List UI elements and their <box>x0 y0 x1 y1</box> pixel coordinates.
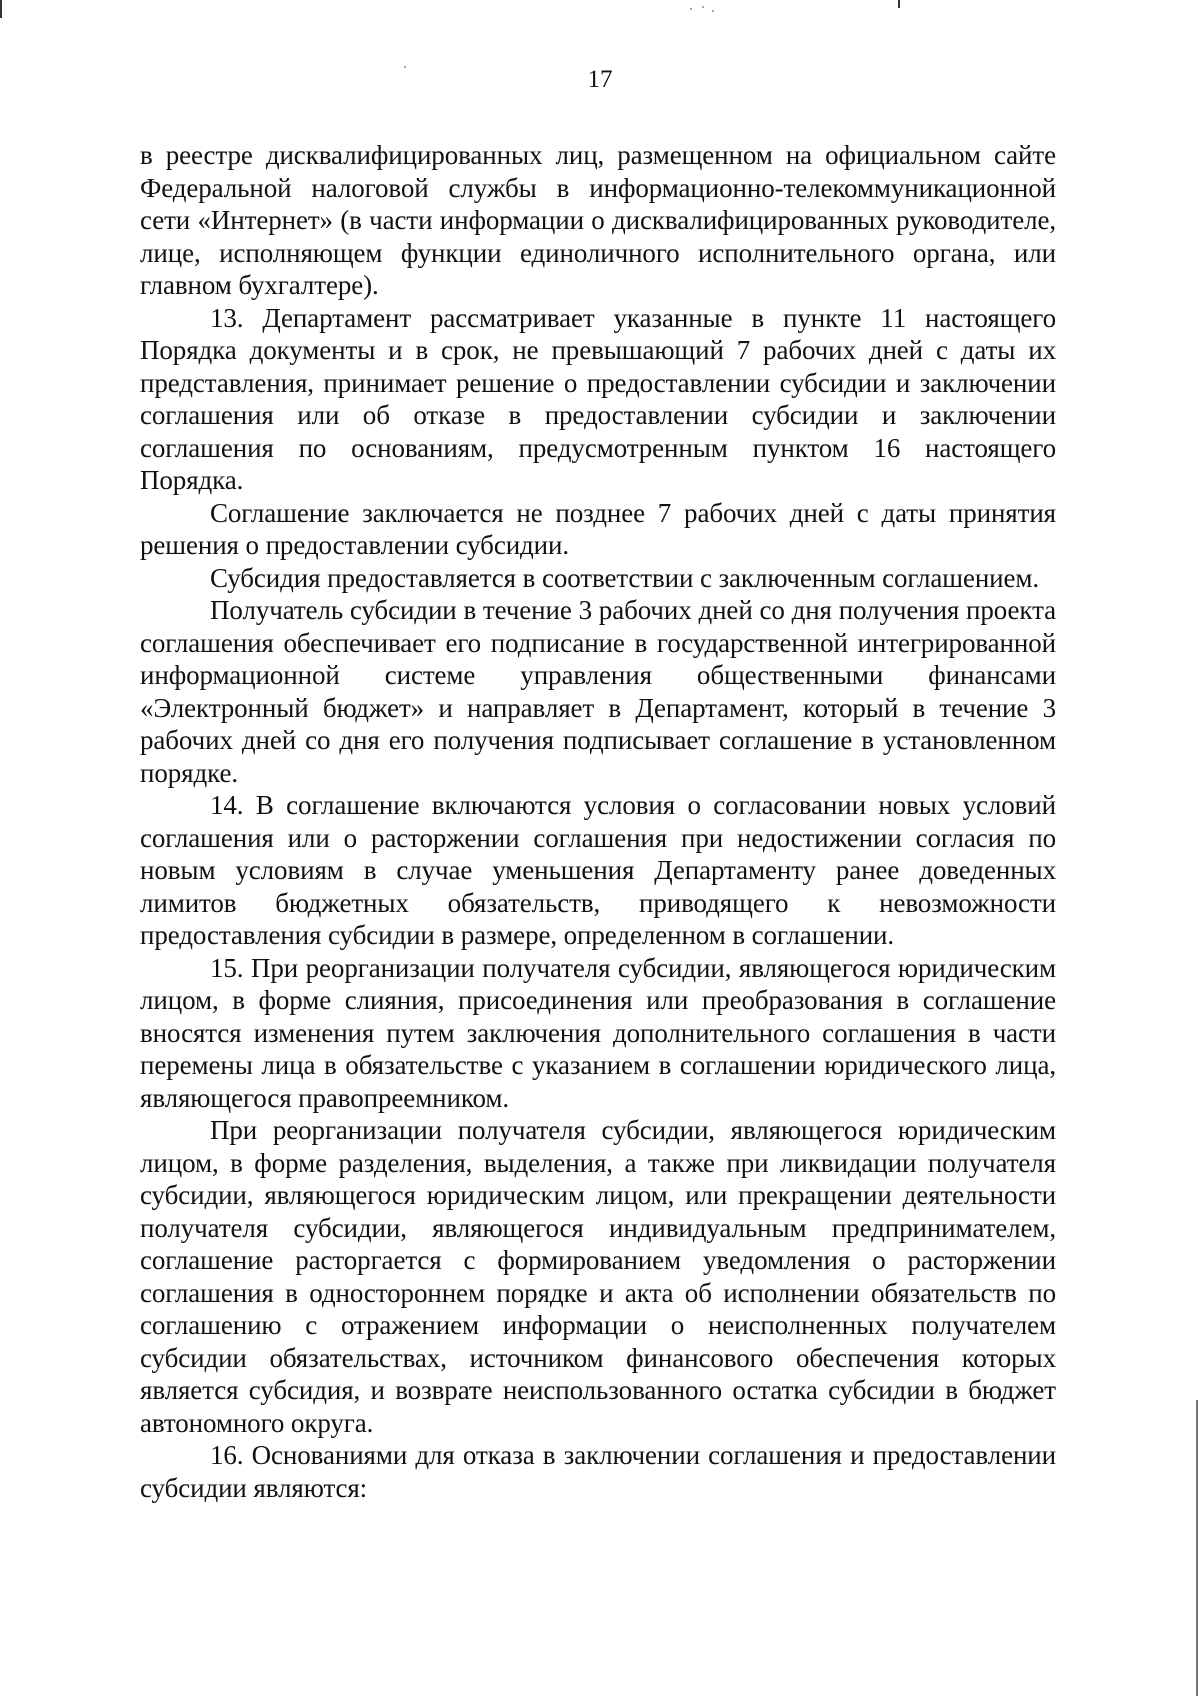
scan-speckle <box>404 66 406 68</box>
scan-artifact-top-right <box>898 0 900 8</box>
scan-artifact-left-top <box>0 0 2 18</box>
page-number: 17 <box>587 66 613 93</box>
paragraph-reorganization: При реорганизации получателя субсидии, являющегося юридическим лицом, в форме разделения, выделения, а также при ликвидации получателя субсидии, являющегося юридическим лицом, или прекращении деятельности получателя субсидии, являющегося индивидуальным предпринимателем, соглашение расторгается с формированием уведомления о расторжении соглашения в одностороннем порядке и акта об исполнении обязательств по соглашению с отражением информации о неисполненных получателем субсидии обязательствах, источником финансового обеспечения которых является субсидия, и возврате неиспользованного остатка субсидии в бюджет автономного округа. <box>140 1115 1056 1438</box>
scan-speckle <box>702 6 704 8</box>
scan-speckle <box>712 10 714 12</box>
paragraph-agreement-term: Соглашение заключается не позднее 7 рабочих дней с даты принятия решения о предоставлении субсидии. <box>140 497 1056 560</box>
paragraph-item-15: 15. При реорганизации получателя субсидии, являющегося юридическим лицом, в форме слияния, присоединения или преобразования в соглашение вносятся изменения путем заключения дополнительного соглашения в части перемены лица в обязательстве с указанием в соглашении юридического лица, являющегося правопреемником. <box>140 952 1056 1113</box>
paragraph-item-16: 16. Основаниями для отказа в заключении соглашения и предоставлении субсидии являются: <box>140 1440 1056 1503</box>
paragraph-item-13: 13. Департамент рассматривает указанные в пункте 11 настоящего Порядка документы и в срок, не превышающий 7 рабочих дней с даты их представления, принимает решение о предоставлении субсидии и заключении соглашения или об отказе в предоставлении субсидии и заключении соглашения по основаниям, предусмотренным пунктом 16 настоящего Порядка. <box>140 302 1056 495</box>
paragraph-continuation: в реестре дисквалифицированных лиц, размещенном на официальном сайте Федеральной налоговой службы в информационно-телекоммуникационной сети «Интернет» (в части информации о дисквалифицированных руководителе, лице, исполняющем функции единоличного исполнительного органа, или главном бухгалтере). <box>140 140 1056 300</box>
paragraph-item-14: 14. В соглашение включаются условия о согласовании новых условий соглашения или о расторжении соглашения при недостижении согласия по новым условиям в случае уменьшения Департаменту ранее доведенных лимитов бюджетных обязательств, приводящего к невозможности предоставления субсидии в размере, определенном в соглашении. <box>140 790 1056 950</box>
paragraph-recipient-signing: Получатель субсидии в течение 3 рабочих дней со дня получения проекта соглашения обеспечивает его подписание в государственной интегрированной информационной системе управления общественными финансами «Электронный бюджет» и направляет в Департамент, который в течение 3 рабочих дней со дня его получения подписывает соглашение в установленном порядке. <box>140 595 1056 788</box>
scan-artifact-right-edge <box>1196 1400 1198 1696</box>
paragraph-subsidy-provision: Субсидия предоставляется в соответствии с заключенным соглашением. <box>210 562 1040 593</box>
document-body <box>140 139 1056 1504</box>
scan-speckle <box>690 8 692 10</box>
